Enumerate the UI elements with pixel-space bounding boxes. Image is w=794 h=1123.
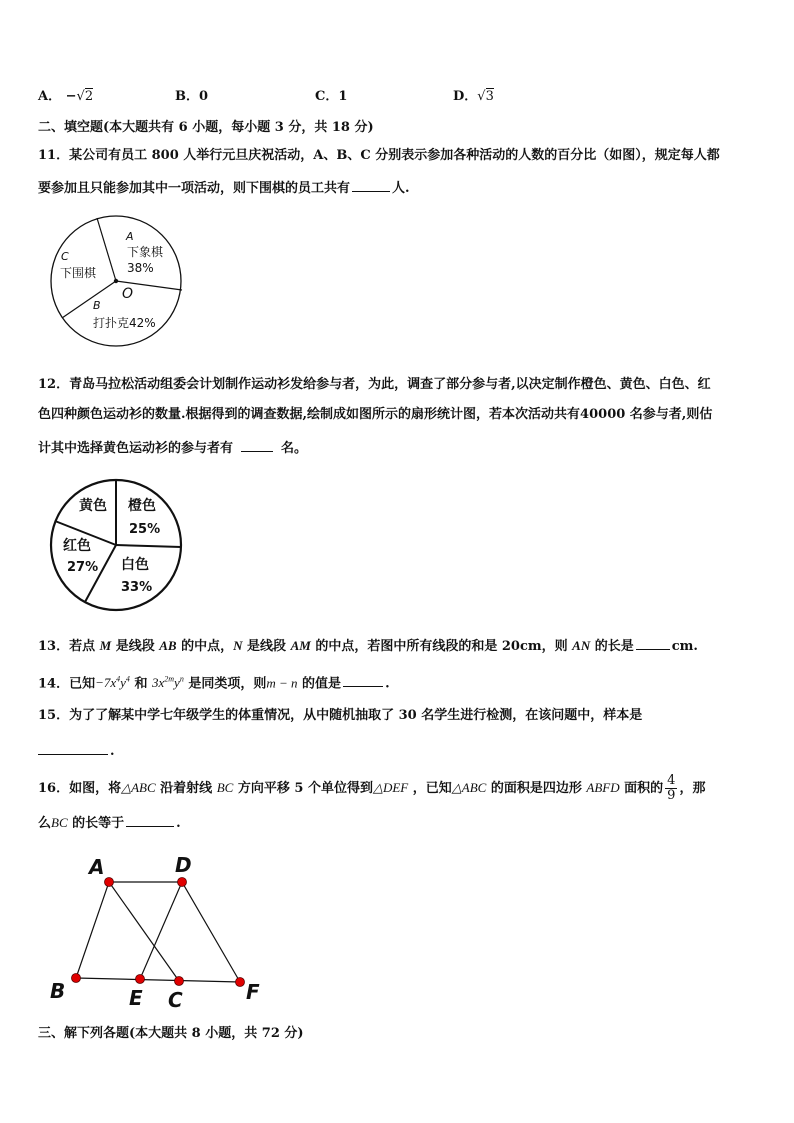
q13-text: 的长是	[590, 639, 634, 654]
q14-term1-y: y	[120, 675, 126, 691]
q14-text: 是同类项，则	[183, 676, 267, 692]
pie-label-orange: 橙色	[128, 498, 156, 514]
q14-term2-y: y	[174, 675, 180, 691]
q11-line1: 11．某公司有员工 800 人举行元旦庆祝活动，A、B、C 分别表示参加各种活动的人数的百分比（如图），规定每人都	[38, 148, 720, 163]
q14-term1-exp: 4	[116, 675, 121, 684]
q16-text: 么	[38, 816, 52, 831]
q13-text: 是线段	[111, 639, 160, 654]
q15-answer-blank	[38, 740, 108, 755]
q16-triangle-def: △DEF	[372, 780, 409, 795]
label-f: F	[246, 980, 260, 1004]
option-a-sign: −	[65, 89, 77, 104]
option-a-label: A．	[38, 89, 62, 104]
q16-text: 16．如图，将	[38, 781, 122, 796]
q15-line2	[38, 740, 115, 761]
pie-pct-a: 38%	[127, 261, 154, 275]
point-c	[175, 977, 184, 986]
q13-text-end: cm.	[671, 639, 698, 654]
section2-heading: 二、填空题(本大题共有 6 小题，每小题 3 分，共 18 分)	[38, 120, 374, 135]
q16-line2	[38, 812, 181, 833]
q15-text-end: .	[110, 744, 115, 759]
q16-fraction-num: 4	[667, 773, 676, 788]
q11-line2-end: 人.	[392, 181, 410, 196]
q16-text: ，已知	[408, 781, 452, 796]
q14-term1	[95, 675, 130, 690]
point-f	[236, 978, 245, 987]
q14-line	[38, 671, 390, 693]
option-a	[38, 88, 93, 104]
q14-term1-yexp: 4	[125, 675, 130, 684]
q14-term2	[152, 675, 184, 690]
pie-name-a: 下象棋	[127, 245, 164, 259]
q14-text: 14．已知	[38, 676, 96, 692]
q11-line2-text: 要参加且只能参加其中一项活动，则下围棋的员工共有	[38, 181, 351, 196]
q14-term1-base: −7x	[95, 675, 117, 691]
q16-quadrilateral: ABFD	[586, 780, 620, 795]
q14-term2-base: 3x	[151, 675, 165, 691]
q16-triangle-abc-2: △ABC	[451, 780, 487, 795]
point-b	[72, 974, 81, 983]
pie-label-a: A	[126, 230, 134, 243]
option-a-radicand: 2	[84, 89, 94, 104]
q11-answer-blank	[352, 177, 390, 192]
q14-answer-blank	[343, 672, 383, 687]
label-d: D	[175, 853, 192, 877]
q11-pie-chart	[50, 215, 184, 349]
q16-triangle-abc: △ABC	[121, 780, 156, 795]
option-d-label: D．	[453, 89, 478, 104]
q14-term2-exp: 2m	[164, 675, 175, 684]
option-d	[453, 88, 494, 106]
q14-expression: m − n	[266, 675, 298, 691]
pie-label-c: C	[61, 250, 69, 263]
q16-ray-bc: BC	[216, 780, 234, 795]
q15-line1: 15．为了了解某中学七年级学生的体重情况，从中随机抽取了 30 名学生进行检测，在该问题中，样本是	[38, 708, 643, 723]
pie-name-c: 下围棋	[60, 266, 97, 280]
sqrt-icon: √	[477, 89, 486, 104]
option-d-radicand: 3	[485, 89, 494, 104]
q16-translation-figure	[40, 850, 280, 1010]
q13-text: 是线段	[242, 639, 291, 654]
point-d	[178, 878, 187, 887]
q13-var-m: M	[99, 638, 112, 653]
q13-var-am: AM	[290, 638, 311, 653]
point-e	[136, 975, 145, 984]
q13-text: 13．若点	[38, 639, 100, 654]
q14-text: 和	[129, 676, 152, 692]
q16-segment-bc: BC	[51, 815, 68, 830]
pie-pct-red: 27%	[67, 560, 99, 575]
q14-term2-yexp: n	[179, 675, 184, 684]
pie-label-yellow: 黄色	[79, 498, 107, 514]
q16-answer-blank	[126, 812, 174, 827]
pie-name-b: 打扑克42%	[93, 316, 156, 330]
pie-center-o: O	[122, 286, 134, 302]
option-b: B．0	[175, 89, 209, 104]
q13-var-an: AN	[572, 638, 591, 653]
label-c: C	[168, 988, 183, 1012]
q13-var-ab: AB	[159, 638, 177, 653]
q13-text: 的中点，	[176, 639, 234, 654]
pie-label-b: B	[93, 299, 101, 312]
q16-text-end: .	[176, 816, 181, 831]
q16-text-end: ，那	[679, 781, 706, 796]
q16-text: 的长等于	[67, 816, 125, 831]
q14-text: 的值是	[297, 676, 342, 692]
options-row	[38, 88, 494, 106]
label-a: A	[89, 855, 105, 879]
q12-line2: 色四种颜色运动衫的数量.根据得到的调查数据,绘制成如图所示的扇形统计图，若本次活动共有40000 名参与者,则估	[38, 407, 713, 422]
q12-line3-text: 计其中选择黄色运动衫的参与者有	[38, 441, 234, 456]
q16-text: 方向平移 5 个单位得到	[233, 781, 373, 796]
pie-pct-white: 33%	[121, 580, 153, 595]
label-e: E	[129, 986, 143, 1010]
point-a	[105, 878, 114, 887]
q11-line2	[38, 177, 410, 198]
q14-text-end: .	[385, 676, 390, 692]
q13-text: 的中点，若图中所有线段的和是 20cm，则	[310, 639, 573, 654]
pie-label-red: 红色	[63, 538, 91, 554]
q12-line3	[38, 437, 307, 458]
q16-line1	[38, 774, 705, 803]
q13-var-n: N	[233, 638, 243, 653]
q12-line1: 12．青岛马拉松活动组委会计划制作运动衫发给参与者，为此，调查了部分参与者,以决定制作橙色、黄色、白色、红	[38, 377, 711, 392]
q13-line	[38, 635, 698, 656]
option-c: C．1	[315, 89, 348, 104]
sqrt-icon: √	[76, 89, 85, 104]
q12-pie-chart	[48, 478, 184, 612]
q16-text: 的面积是四边形	[486, 781, 587, 796]
q12-line3-end: 名。	[281, 441, 308, 456]
label-b: B	[50, 979, 66, 1003]
q13-answer-blank	[636, 635, 670, 650]
q16-fraction	[665, 774, 677, 803]
q16-fraction-den: 9	[667, 788, 676, 803]
pie-pct-orange: 25%	[129, 522, 161, 537]
q12-answer-blank	[241, 437, 273, 452]
pie-label-white: 白色	[121, 557, 149, 573]
q16-text: 面积的	[619, 781, 664, 796]
q16-text: 沿着射线	[155, 781, 217, 796]
section3-heading: 三、解下列各题(本大题共 8 小题，共 72 分)	[38, 1026, 304, 1041]
